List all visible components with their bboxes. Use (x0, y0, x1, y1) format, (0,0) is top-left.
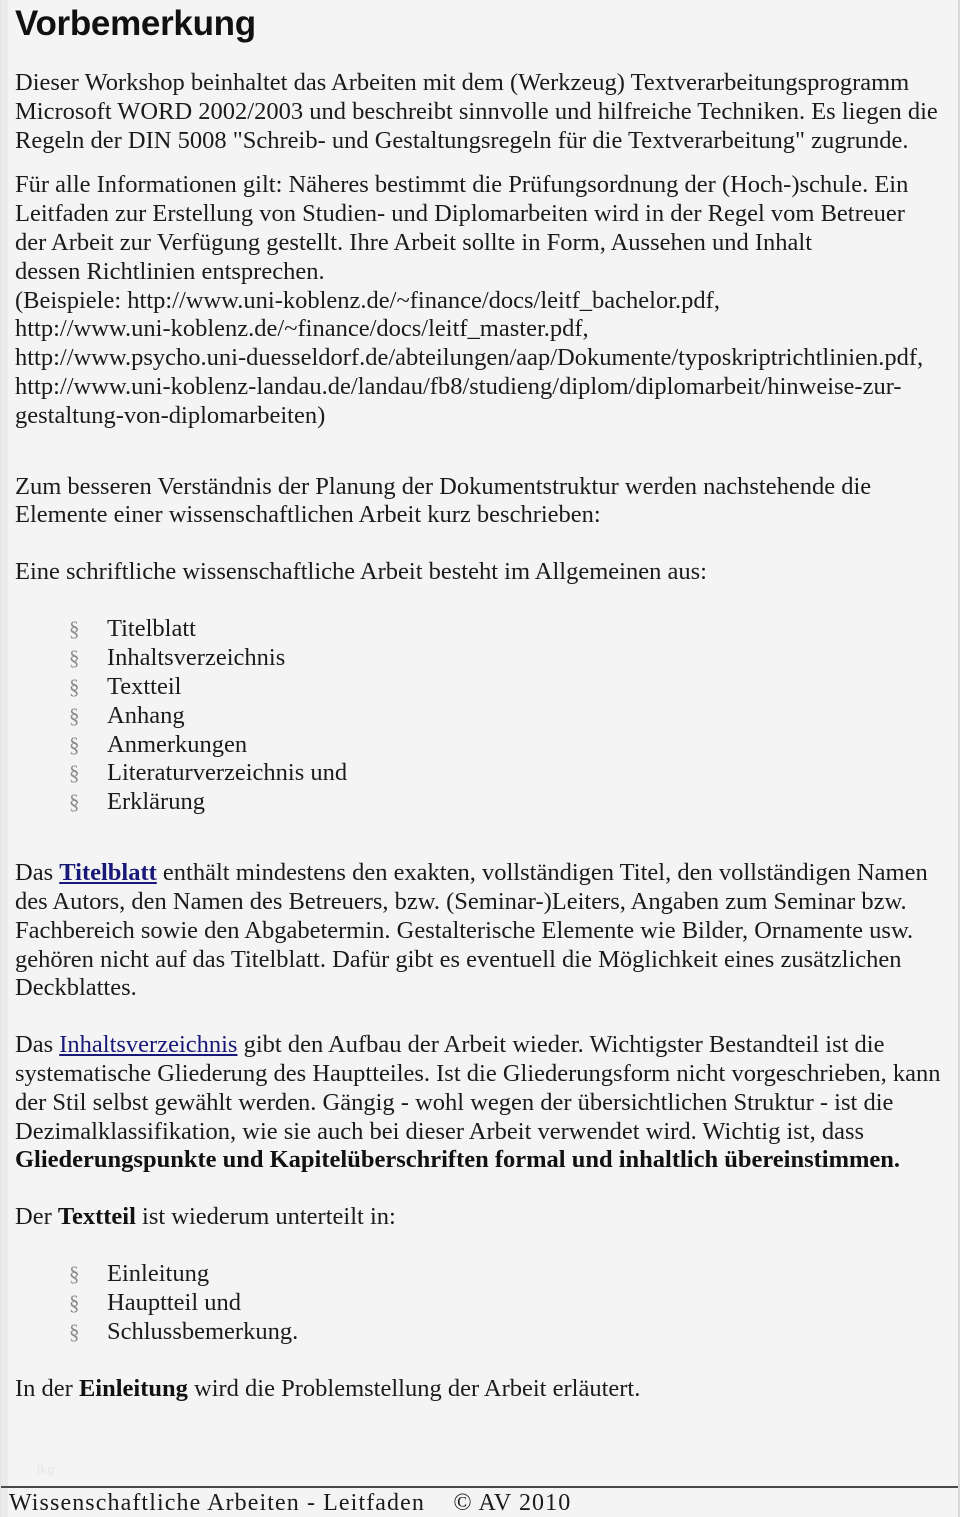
list-item (69, 731, 944, 760)
list-item-label: Inhaltsverzeichnis (107, 643, 286, 671)
list-textteil-parts (9, 1260, 944, 1347)
section-bullet-icon: § (69, 790, 80, 815)
list-item-label: Anhang (107, 701, 185, 729)
section-bullet-icon: § (69, 645, 80, 670)
list-item (69, 615, 944, 644)
section-bullet-icon: § (69, 616, 80, 641)
spacer (9, 155, 944, 171)
spacer (9, 587, 944, 615)
list-item-label: Einleitung (107, 1260, 210, 1288)
spacer (9, 1175, 944, 1203)
spacer (9, 431, 944, 473)
list-item (69, 673, 944, 702)
paragraph-examples-line-5: gestaltung-von-diplomarbeiten) (15, 401, 326, 429)
paragraph-prefix: Das (15, 859, 60, 887)
page-watermark: ikg (37, 1462, 56, 1477)
list-document-structure (9, 615, 944, 817)
section-bullet-icon: § (69, 674, 80, 699)
list-item (69, 702, 944, 731)
paragraph-examples-line-3: http://www.psycho.uni-duesseldorf.de/abteilungen/aap/Dokumente/typoskriptrichtlinien.pdf, (15, 344, 924, 372)
list-item (69, 644, 944, 673)
term-inhaltsverzeichnis[interactable]: Inhaltsverzeichnis (59, 1031, 238, 1059)
paragraph-suffix: ist wiederum unterteilt in: (135, 1203, 396, 1231)
spacer (9, 817, 944, 859)
page-title: Vorbemerkung (15, 4, 256, 43)
section-bullet-icon: § (69, 761, 80, 786)
list-item (69, 1260, 944, 1289)
list-item-label: Literaturverzeichnis und (107, 759, 348, 787)
list-item (69, 788, 944, 817)
paragraph-suffix: wird die Problemstellung der Arbeit erläutert. (187, 1374, 641, 1402)
list-item (69, 1318, 944, 1347)
paragraph-prefix: In der (15, 1374, 79, 1402)
spacer (9, 1347, 944, 1375)
section-bullet-icon: § (69, 1262, 80, 1287)
list-item-label: Hauptteil und (107, 1288, 242, 1316)
term-textteil: Textteil (57, 1203, 136, 1231)
paragraph-titelblatt (9, 859, 944, 1003)
section-bullet-icon: § (69, 1319, 80, 1344)
list-item-label: Titelblatt (107, 614, 196, 642)
paragraph-prefix: Das (15, 1031, 60, 1059)
paragraph-intro: Dieser Workshop beinhaltet das Arbeiten mit dem (Werkzeug) Textverarbeitungsprogramm Microsoft WORD 2002/2003 und beschreibt sinnvolle und hilfreiche Techniken. Es liegen die Regeln der DIN 5008 "Schreib- und Gestaltungsregeln für die Textverarbeitung" zugrunde. (15, 69, 938, 154)
page-footer: Wissenschaftliche Arbeiten - Leitfaden © AV 2010 (9, 1490, 572, 1516)
paragraph-body: gibt den Aufbau der Arbeit wieder. Wichtigster Bestandteil ist die systematische Gliederung des Hauptteiles. Ist die Gliederungsform nicht vorgeschrieben, kann der Stil selbst gewählt werden. Gängig - wohl wegen der übersichtlichen Struktur - ist die Dezimalklassifikation, wie sie auch bei dieser Arbeit verwendet wird. Wichtig ist, dass (15, 1031, 941, 1145)
paragraph-infos-line-1: Für alle Informationen gilt: Näheres bestimmt die Prüfungsordnung der (Hoch-)schule. Ein (15, 171, 909, 199)
list-item (69, 759, 944, 788)
list-item (69, 1289, 944, 1318)
paragraph-prefix: Der (15, 1203, 58, 1231)
section-bullet-icon: § (69, 732, 80, 757)
document-content (1, 0, 958, 1404)
list-item-label: Schlussbemerkung. (107, 1317, 299, 1345)
section-bullet-icon: § (69, 703, 80, 728)
paragraph-infos-line-3: der Arbeit zur Verfügung gestellt. Ihre Arbeit sollte in Form, Aussehen und Inhalt (15, 228, 813, 256)
section-bullet-icon: § (69, 1290, 80, 1315)
spacer (9, 1232, 944, 1260)
paragraph-textteil-intro (9, 1203, 944, 1232)
paragraph-composition-intro: Eine schriftliche wissenschaftliche Arbeit besteht im Allgemeinen aus: (15, 558, 707, 586)
paragraph-examples-line-1: (Beispiele: http://www.uni-koblenz.de/~finance/docs/leitf_bachelor.pdf, (15, 286, 720, 314)
paragraph-examples-line-2: http://www.uni-koblenz.de/~finance/docs/leitf_master.pdf, (15, 315, 589, 343)
list-item-label: Erklärung (107, 788, 205, 816)
term-einleitung: Einleitung (78, 1374, 188, 1402)
spacer (9, 530, 944, 558)
paragraph-emphasis: Gliederungspunkte und Kapitelüberschriften formal und inhaltlich übereinstimmen. (15, 1146, 901, 1174)
spacer (9, 1003, 944, 1031)
footer-divider (1, 1486, 958, 1488)
paragraph-examples-line-4: http://www.uni-koblenz-landau.de/landau/fb8/studieng/diplom/diplomarbeit/hinweise-zur- (15, 372, 902, 400)
list-item-label: Anmerkungen (107, 730, 248, 758)
paragraph-structure-intro: Zum besseren Verständnis der Planung der Dokumentstruktur werden nachstehende die Elemente einer wissenschaftlichen Arbeit kurz beschrieben: (15, 472, 872, 529)
term-titelblatt[interactable]: Titelblatt (59, 859, 157, 887)
paragraph-infos-line-2: Leitfaden zur Erstellung von Studien- und Diplomarbeiten wird in der Regel vom Betreuer (15, 200, 905, 228)
paragraph-einleitung (9, 1375, 944, 1404)
list-item-label: Textteil (107, 672, 182, 700)
paragraph-inhaltsverzeichnis (9, 1031, 944, 1175)
paragraph-body: enthält mindestens den exakten, vollständigen Titel, den vollständigen Namen des Autors, den Namen des Betreuers, bzw. (Seminar-)Leiters, Angaben zum Seminar bzw. Fachbereich sowie den Abgabetermin. Gestalterische Elemente wie Bilder, Ornamente usw. gehören nicht auf das Titelblatt. Dafür gibt es eventuell die Möglichkeit eines zusätzlichen Deckblattes. (15, 859, 928, 1002)
paragraph-infos-line-4: dessen Richtlinien entsprechen. (15, 257, 325, 285)
spacer (9, 41, 944, 69)
